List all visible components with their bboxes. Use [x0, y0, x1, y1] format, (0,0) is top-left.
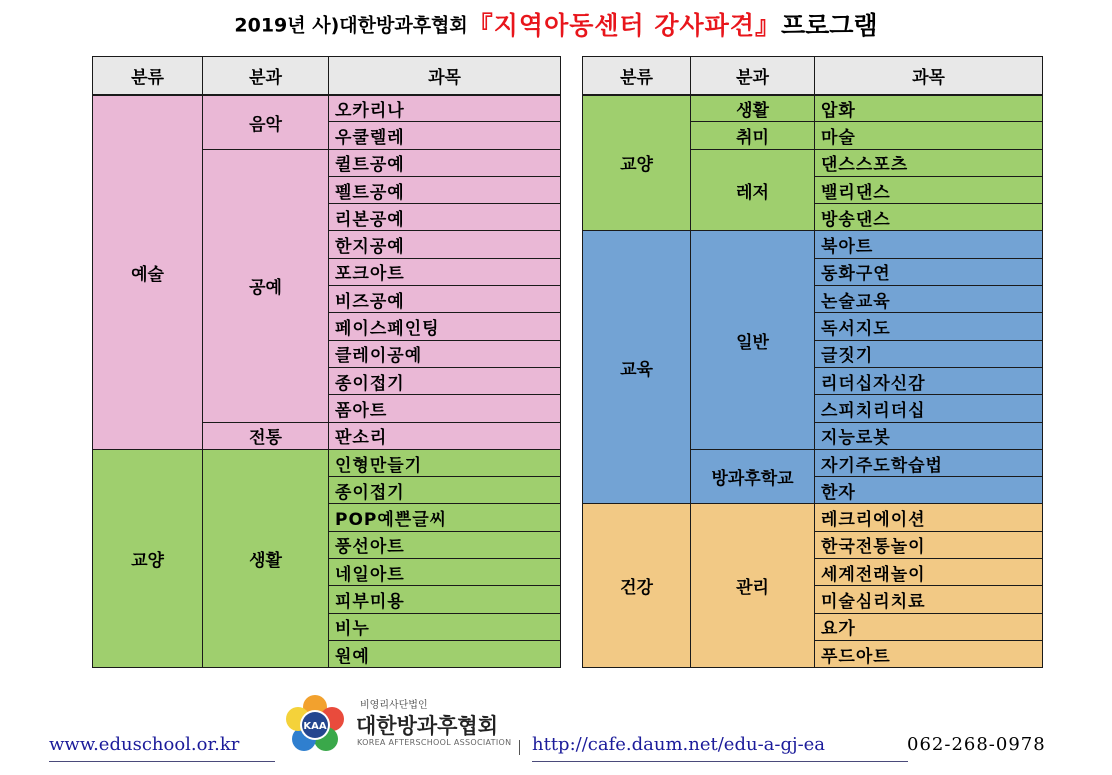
subject-cell: 논술교육: [815, 286, 1043, 313]
org-name: 대한방과후협회: [356, 714, 499, 738]
subject-cell: 우쿨렐레: [329, 122, 561, 149]
header-field: 분과: [203, 57, 329, 95]
cafe-link[interactable]: http://cafe.daum.net/edu-a-gj-ea: [532, 734, 826, 755]
header-subject: 과목: [815, 57, 1043, 95]
subject-cell: 스피치리더십: [815, 395, 1043, 422]
subject-cell: 인형만들기: [329, 449, 561, 476]
category-cell: 교육: [583, 231, 691, 504]
field-cell: 취미: [691, 122, 815, 149]
header-category: 분류: [583, 57, 691, 95]
subject-cell: POP예쁜글씨: [329, 504, 561, 531]
subject-cell: 클레이공예: [329, 340, 561, 367]
table-row: [583, 504, 1043, 531]
subject-cell: 요가: [815, 613, 1043, 640]
field-cell: 음악: [203, 95, 329, 150]
subject-cell: 판소리: [329, 422, 561, 449]
subject-cell: 퀼트공예: [329, 149, 561, 176]
org-english-name: KOREA AFTERSCHOOL ASSOCIATION: [357, 738, 512, 747]
subject-cell: 비즈공예: [329, 286, 561, 313]
subject-cell: 리더십자신감: [815, 367, 1043, 394]
table-row: [583, 95, 1043, 122]
title-program: 프로그램: [780, 11, 878, 40]
field-cell: 생활: [691, 95, 815, 122]
footer-divider: [519, 740, 520, 755]
subject-cell: 한국전통놀이: [815, 531, 1043, 558]
subject-cell: 압화: [815, 95, 1043, 122]
logo-text: KAA: [303, 721, 327, 732]
subject-cell: 독서지도: [815, 313, 1043, 340]
phone-number: 062-268-0978: [907, 734, 1046, 755]
subject-cell: 리본공예: [329, 204, 561, 231]
field-cell: 일반: [691, 231, 815, 449]
subject-cell: 페이스페인팅: [329, 313, 561, 340]
subject-cell: 자기주도학습법: [815, 449, 1043, 476]
category-cell: 교양: [93, 449, 203, 667]
curriculum-table-left: [92, 56, 561, 668]
subject-cell: 푸드아트: [815, 640, 1043, 667]
subject-cell: 미술심리치료: [815, 586, 1043, 613]
subject-cell: 글짓기: [815, 340, 1043, 367]
header-row: [93, 57, 561, 95]
footer: [0, 690, 1112, 775]
table-row: [93, 449, 561, 476]
header-category: 분류: [93, 57, 203, 95]
field-cell: 관리: [691, 504, 815, 668]
subject-cell: 원예: [329, 640, 561, 667]
subject-cell: 펠트공예: [329, 176, 561, 203]
kaa-flower-logo-icon: [283, 693, 347, 757]
subject-cell: 네일아트: [329, 559, 561, 586]
table-row: [93, 95, 561, 122]
subject-cell: 지능로봇: [815, 422, 1043, 449]
website-link[interactable]: www.eduschool.or.kr: [49, 734, 240, 755]
field-cell: 방과후학교: [691, 449, 815, 504]
subject-cell: 포크아트: [329, 258, 561, 285]
subject-cell: 방송댄스: [815, 204, 1043, 231]
org-small-label: 비영리사단법인: [360, 700, 428, 711]
subject-cell: 세계전래놀이: [815, 559, 1043, 586]
header-field: 분과: [691, 57, 815, 95]
curriculum-table-right: [582, 56, 1043, 668]
subject-cell: 밸리댄스: [815, 176, 1043, 203]
subject-cell: 종이접기: [329, 367, 561, 394]
subject-cell: 오카리나: [329, 95, 561, 122]
field-cell: 생활: [203, 449, 329, 667]
title-highlight: 『지역아동센터 강사파견』: [467, 11, 781, 40]
subject-cell: 한자: [815, 477, 1043, 504]
field-cell: 공예: [203, 149, 329, 422]
subject-cell: 마술: [815, 122, 1043, 149]
table-row: [583, 231, 1043, 258]
subject-cell: 폼아트: [329, 395, 561, 422]
header-subject: 과목: [329, 57, 561, 95]
header-row: [583, 57, 1043, 95]
website-underline: [49, 761, 275, 762]
cafe-underline: [532, 761, 908, 762]
category-cell: 교양: [583, 95, 691, 231]
category-cell: 건강: [583, 504, 691, 668]
subject-cell: 북아트: [815, 231, 1043, 258]
subject-cell: 댄스스포츠: [815, 149, 1043, 176]
subject-cell: 풍선아트: [329, 531, 561, 558]
field-cell: 레저: [691, 149, 815, 231]
subject-cell: 피부미용: [329, 586, 561, 613]
subject-cell: 한지공예: [329, 231, 561, 258]
subject-cell: 동화구연: [815, 258, 1043, 285]
subject-cell: 종이접기: [329, 477, 561, 504]
title-main: 2019년 사)대한방과후협회: [234, 14, 468, 37]
subject-cell: 비누: [329, 613, 561, 640]
field-cell: 전통: [203, 422, 329, 449]
page-title: [0, 6, 1112, 40]
category-cell: 예술: [93, 95, 203, 450]
subject-cell: 레크리에이션: [815, 504, 1043, 531]
